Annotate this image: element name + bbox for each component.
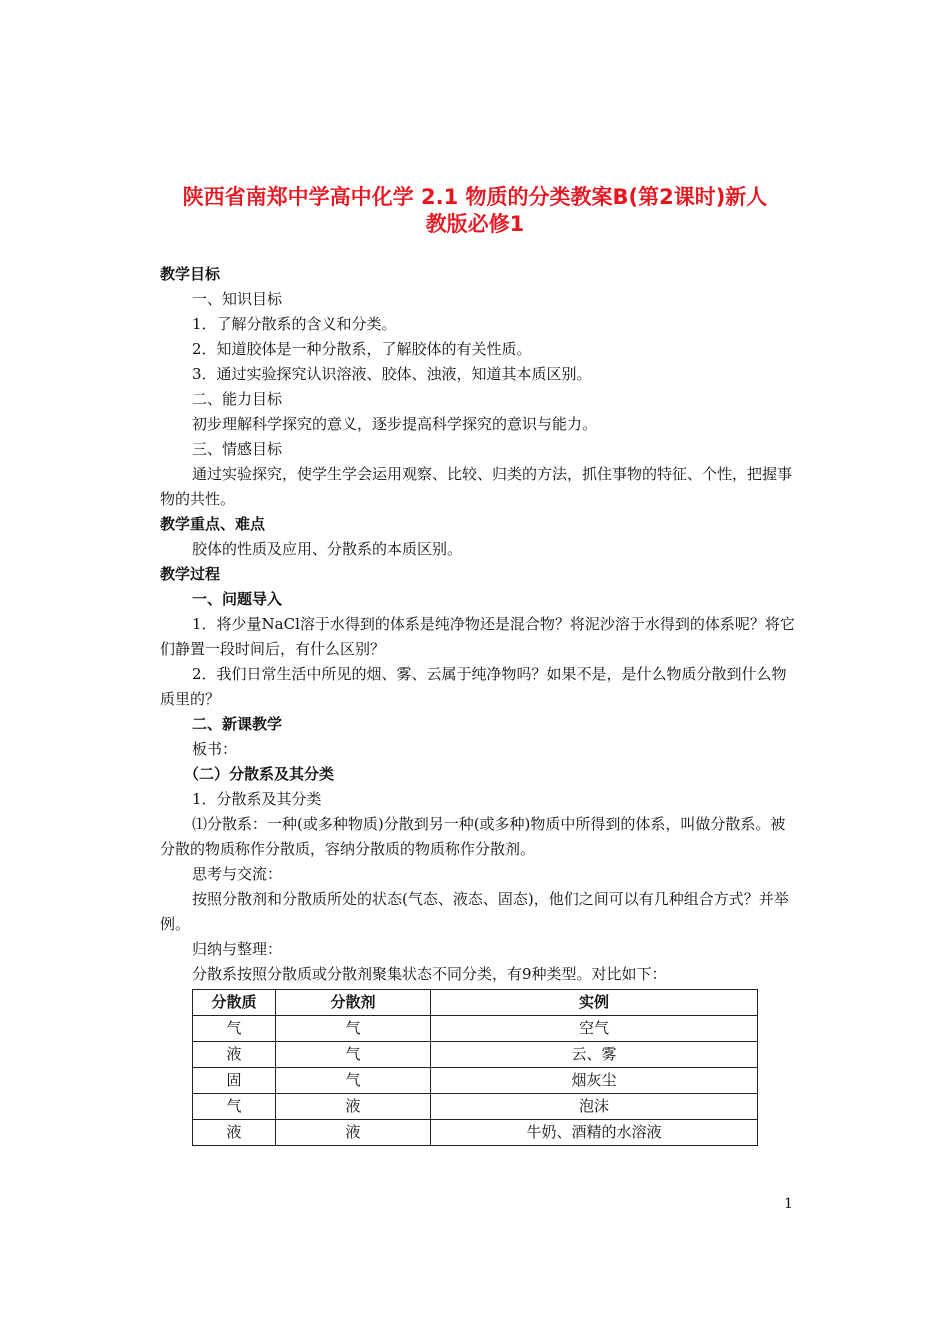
table-row [193,1094,758,1120]
definition-text: ⑴分散系：一种(或多种物质)分散到另一种(或多种)物质中所得到的体系，叫做分散系。被分散的物质称作分散质，容纳分散质的物质称作分散剂。 [160,815,786,858]
think-text: 按照分散剂和分散质所处的状态(气态、液态、固态)，他们之间可以有几种组合方式？并举例。 [160,890,789,933]
table-cell: 液 [276,1094,431,1120]
summary-label: 归纳与整理： [192,940,283,958]
table-row [193,1042,758,1068]
table-cell: 泡沫 [431,1094,758,1120]
key-heading: 教学重点、难点 [160,515,266,533]
intro-question-2: 2．我们日常生活中所见的烟、雾、云属于纯净物吗？如果不是，是什么物质分散到什么物质里的？ [160,665,787,708]
knowledge-item-3: 3．通过实验探究认识溶液、胶体、浊液，知道其本质区别。 [192,365,592,383]
knowledge-item-1: 1．了解分散系的含义和分类。 [192,315,397,333]
emotion-text: 通过实验探究，使学生学会运用观察、比较、归类的方法，抓住事物的特征、个性，把握事物的共性。 [160,465,793,508]
table-header-row [193,990,758,1016]
knowledge-item-2: 2．知道胶体是一种分散系，了解胶体的有关性质。 [192,340,532,358]
table-cell: 固 [193,1068,276,1094]
board-label: 板书： [192,740,238,758]
table-cell: 气 [193,1094,276,1120]
emotion-heading: 三、情感目标 [192,440,283,458]
dispersion-table [192,989,758,1146]
table-cell: 烟灰尘 [431,1068,758,1094]
document-body [160,262,800,1146]
table-cell: 气 [276,1042,431,1068]
ability-text: 初步理解科学探究的意义，逐步提高科学探究的意识与能力。 [192,415,598,433]
header-dispersed-phase: 分散质 [193,990,276,1016]
table-cell: 液 [193,1120,276,1146]
title-line-2: 教版必修1 [425,212,525,236]
goals-heading: 教学目标 [160,265,221,283]
summary-text: 分散系按照分散质或分散剂聚集状态不同分类，有9种类型。对比如下： [192,965,667,983]
table-cell: 液 [193,1042,276,1068]
sub-item-1: 1．分散系及其分类 [192,790,322,808]
intro-heading: 一、问题导入 [192,590,283,608]
process-heading: 教学过程 [160,565,221,583]
document-title [150,184,800,238]
table-cell: 牛奶、酒精的水溶液 [431,1120,758,1146]
key-text: 胶体的性质及应用、分散系的本质区别。 [192,540,463,558]
table-cell: 液 [276,1120,431,1146]
table-cell: 气 [276,1068,431,1094]
intro-question-1: 1．将少量NaCl溶于水得到的体系是纯净物还是混合物？将泥沙溶于水得到的体系呢？将它们静置一段时间后，有什么区别？ [160,615,795,658]
knowledge-heading: 一、知识目标 [192,290,283,308]
page-number: 1 [784,1196,793,1212]
title-line-1: 陕西省南郑中学高中化学 2.1 物质的分类教案B(第2课时)新人 [182,185,768,209]
table-cell: 气 [276,1016,431,1042]
table-row [193,1120,758,1146]
table-cell: 气 [193,1016,276,1042]
think-label: 思考与交流： [192,865,283,883]
header-dispersion-medium: 分散剂 [276,990,431,1016]
table-row [193,1068,758,1094]
header-example: 实例 [431,990,758,1016]
table-cell: 空气 [431,1016,758,1042]
table-row [193,1016,758,1042]
ability-heading: 二、能力目标 [192,390,283,408]
sub-heading: （二）分散系及其分类 [184,765,335,783]
table-cell: 云、雾 [431,1042,758,1068]
new-lesson-heading: 二、新课教学 [192,715,283,733]
